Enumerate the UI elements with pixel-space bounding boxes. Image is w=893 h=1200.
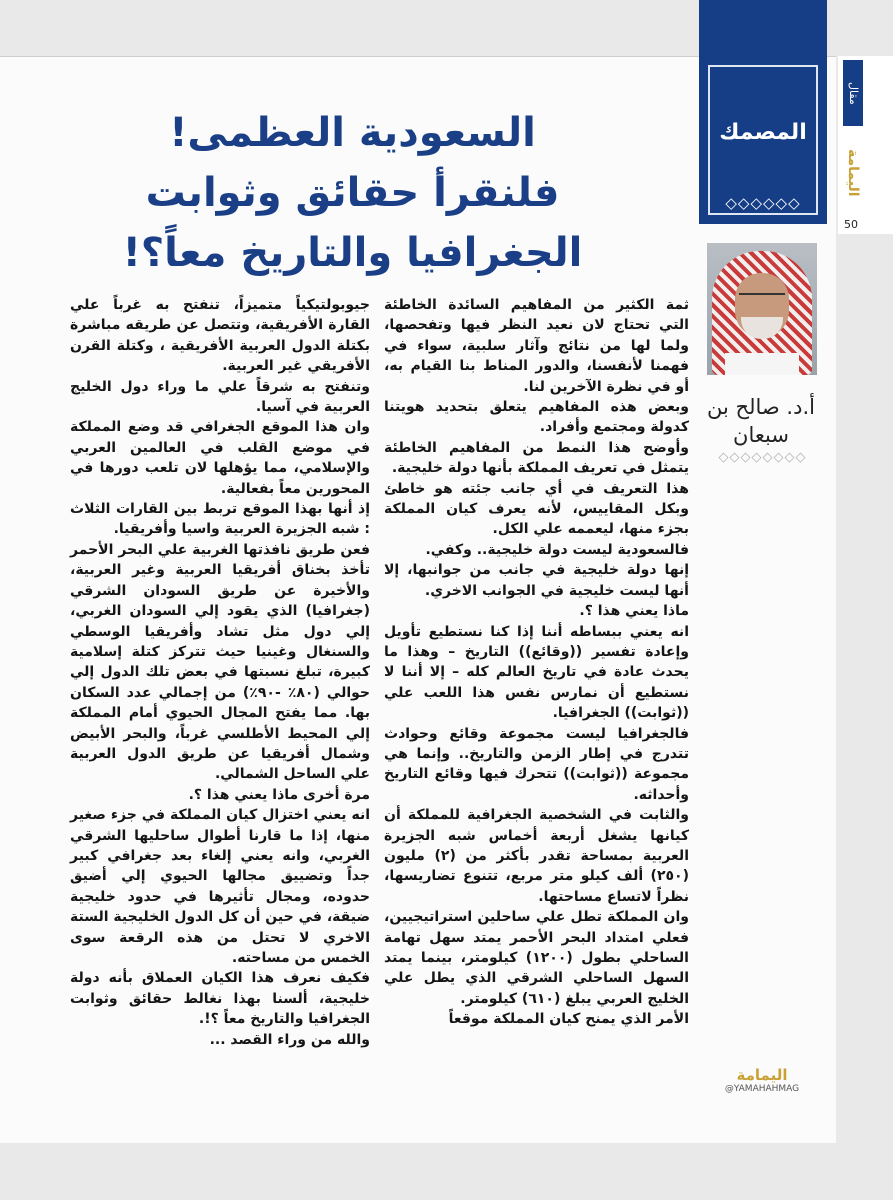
paragraph: فالجغرافيا ليست مجموعة وقائع وحوادث تتدرج في إطار الزمن والتاريخ.. وإنما هي مجموعة ((ثوابت)) تتحرك فيها وقائع التاريخ وأحداثه. [384, 725, 689, 803]
paragraph: فعن طريق نافذتها الغربية علي البحر الأحمر تأخذ بخناق أفريقيا العربية وغير العربية، والأخيرة عن طريق السودان الشرقي (جغرافيا) الذي يقود إلي السودان الغربي، إلي دول مثل تشاد وأفريقيا الوسطي والسنغال وغينيا حيث تتركز كتلة إسلامية كبيرة، تبلغ نسبتها في بعض تلك الدول إلي حوالي (٨٠٪ -٩٠٪) من إجمالي عدد السكان بها. مما يفتح المجال الحيوي أمام المملكة إلي المحيط الأطلسي غرباً، والبحر الأبيض وشمال أفريقيا عن طريق الدول العربية علي الساحل الشمالي. [70, 541, 371, 783]
twitter-handle: @YAMAHAHMAG [724, 1084, 800, 1094]
magazine-credit [712, 1066, 812, 1094]
paragraph: والله من وراء القصد ... [209, 1031, 370, 1048]
column-emblem [699, 56, 827, 224]
paragraph: انه يعني ببساطه أننا إذا كنا نستطيع تأويل وإعادة تفسير ((وقائع)) التاريخ – وهذا ما يحدث عادة في تاريخ العالم كله – إلا أننا لا نستطيع أن نمارس نفس هذا اللعب علي ((ثوابت)) الجغرافيا. [384, 623, 689, 722]
paragraph: إنها دولة خليجية في جانب من جوانبها، إلا أنها ليست خليجية في الجوانب الاخري. [384, 562, 689, 599]
paragraph: إذ أنها بهذا الموقع تربط بين القارات الثلاث : شبه الجزيرة العربية واسيا وأفريقيا. [70, 501, 370, 538]
paragraph: وان هذا الموقع الجغرافي قد وضع المملكة في موضع القلب في العالمين العربي والإسلامي، مما يؤهلها لان تلعب دورها في المحورين معاً بفعالية. [70, 419, 370, 497]
paragraph: هذا التعريف في أي جانب جئته هو خاطئ وبكل المقاييس، لأنه يعرف كيان المملكة بجزء منها، ليعممه علي الكل. [384, 480, 689, 538]
author-photo [707, 243, 817, 375]
page-number: 50 [844, 218, 858, 231]
paragraph: مرة أخرى ماذا يعني هذا ؟. [188, 786, 370, 803]
title-line: فلنقرأ حقائق وثوابت [145, 170, 560, 216]
column-name: المصمك [719, 120, 807, 145]
paragraph: وأوضح هذا النمط من المفاهيم الخاطئة يتمثل في تعريف المملكة بأنها دولة خليجية. [384, 439, 689, 477]
paragraph: وبعض هذه المفاهيم يتعلق بتحديد هويتنا كدولة ومجتمع وأفراد. [384, 399, 689, 436]
photo-glasses [739, 293, 785, 307]
paragraph: انه يعني اختزال كيان المملكة في جزء صغير منها، إذا ما قارنا أطوال ساحليها الشرقي الغربي، وانه يعني إلغاء بعد جغرافي كبير جداً وتضييق مجالها الحيوي إلي أضيق حدوده، ومجال تأثيرها في حدود خليجية ضيقة، في حين أن كل الدول الخليجية الستة الاخري لا تحتل من هذه الرقعة سوى الخمس من مساحته. [70, 807, 370, 966]
photo-thobe [725, 353, 799, 375]
paragraph: وتنفتح به شرقاً علي ما وراء دول الخليج العربية في آسيا. [70, 378, 370, 416]
paragraph: ثمة الكثير من المفاهيم السائدة الخاطئة التي تحتاج لان نعيد النظر فيها وتفحصها، ولما لها من نتائج وآثار سلبية، سواء في فهمنا لأنفسنا، والدور المناط بنا القيام به، أو في نظرة الآخرين لنا. [384, 297, 689, 395]
article-title [120, 103, 585, 283]
magazine-logo: اليمامة [845, 149, 861, 197]
paragraph: والثابت في الشخصية الجغرافية للمملكة أن كيانها يشغل أربعة أخماس شبه الجزيرة العربية بمساحة تقدر بأكثر من (٢) مليون (٢٥٠) ألف كيلو متر مربع، تتنوع تضاريسها، نظراً لاتساع مساحتها. [384, 807, 689, 905]
title-line: الجغرافيا والتاريخ معاً؟! [122, 230, 583, 276]
article-column-right [384, 295, 689, 1030]
article-column-left [70, 295, 370, 1050]
paragraph: وان المملكة تطل علي ساحلين استراتيجيين، فعلي امتداد البحر الأحمر يمتد سهل تهامة الساحلي بطول (١٢٠٠) كيلومتر، بينما يمتد السهل الساحلي الشرقي الذي يطل علي الخليج العربي يبلغ (٦١٠) كيلومتر. [384, 909, 689, 1007]
author-ornament: ◇◇◇◇◇◇◇◇ [718, 450, 807, 465]
header-color-band [699, 0, 827, 56]
emblem-ornament: ◇◇◇◇◇◇ [725, 194, 801, 212]
section-tag: مقال [843, 60, 863, 126]
title-line: السعودية العظمى! [169, 110, 536, 156]
author-name: أ.د. صالح بن سبعان [707, 395, 815, 447]
credit-logo: اليمامة [736, 1066, 788, 1084]
paragraph: فالسعودية ليست دولة خليجية.. وكفي. [425, 541, 689, 558]
paragraph: فكيف نعرف هذا الكيان العملاق بأنه دولة خليجية، ألسنا بهذا نغالط حقائق وثوابت الجغرافيا والتاريخ معاً ؟!. [70, 970, 370, 1028]
paragraph: جيوبولتيكياً متميزاً، تنفتح به غرباً علي القارة الأفريقية، وتتصل عن طريقه مباشرة بكتلة الدول العربية الأفريقية ، وكتلة القرن الأفريقي غير العربية. [70, 297, 370, 375]
paragraph: ماذا يعني هذا ؟. [579, 603, 689, 620]
paragraph: الأمر الذي يمنح كيان المملكة موقعاً [448, 1011, 689, 1028]
